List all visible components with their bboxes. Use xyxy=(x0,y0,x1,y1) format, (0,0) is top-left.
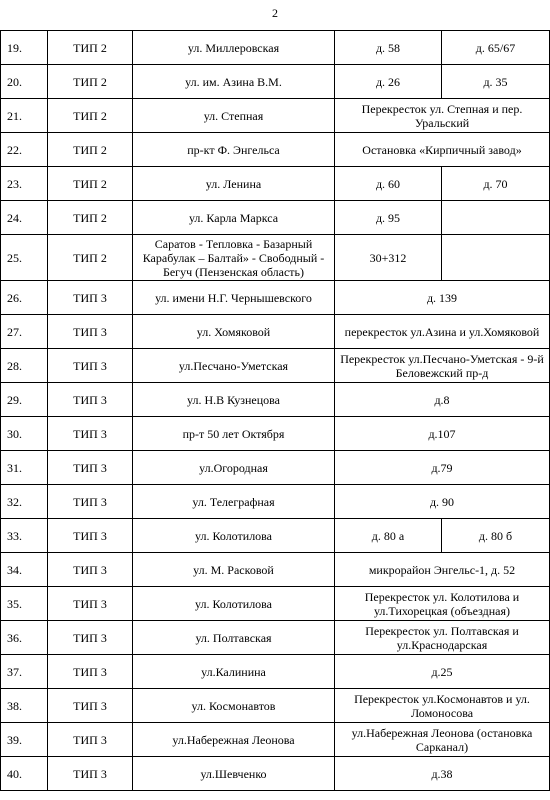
type-cell: ТИП 3 xyxy=(48,315,133,349)
street-cell: ул. Н.В Кузнецова xyxy=(133,383,335,417)
location-cell: Перекресток ул.Космонавтов и ул. Ломоносова xyxy=(335,689,550,723)
row-number-cell: 31. xyxy=(1,451,48,485)
house-cell-a: д. 80 а xyxy=(335,519,442,553)
location-cell: д. 139 xyxy=(335,281,550,315)
street-cell: ул. М. Расковой xyxy=(133,553,335,587)
row-number-cell: 32. xyxy=(1,485,48,519)
house-cell-b: д. 35 xyxy=(442,65,550,99)
house-cell-a: д. 60 xyxy=(335,167,442,201)
street-cell: ул. Телеграфная xyxy=(133,485,335,519)
street-cell: пр-кт Ф. Энгельса xyxy=(133,133,335,167)
row-number-cell: 40. xyxy=(1,757,48,791)
house-cell-b: д. 65/67 xyxy=(442,31,550,65)
table-row xyxy=(1,485,550,519)
street-cell: ул. Колотилова xyxy=(133,519,335,553)
location-cell: микрорайон Энгельс-1, д. 52 xyxy=(335,553,550,587)
type-cell: ТИП 2 xyxy=(48,99,133,133)
location-cell: Остановка «Кирпичный завод» xyxy=(335,133,550,167)
location-cell: Перекресток ул. Колотилова и ул.Тихорецкая (объездная) xyxy=(335,587,550,621)
row-number-cell: 38. xyxy=(1,689,48,723)
table-row xyxy=(1,281,550,315)
location-cell: Перекресток ул. Степная и пер. Уральский xyxy=(335,99,550,133)
type-cell: ТИП 3 xyxy=(48,757,133,791)
type-cell: ТИП 3 xyxy=(48,485,133,519)
table-row xyxy=(1,553,550,587)
table-row xyxy=(1,655,550,689)
type-cell: ТИП 2 xyxy=(48,65,133,99)
table-row xyxy=(1,65,550,99)
location-cell: Перекресток ул.Песчано-Уметская - 9-й Беловежский пр-д xyxy=(335,349,550,383)
table-row xyxy=(1,99,550,133)
table-row xyxy=(1,31,550,65)
house-cell-b xyxy=(442,201,550,235)
table-row xyxy=(1,235,550,281)
page-number: 2 xyxy=(272,6,278,20)
location-cell: д.8 xyxy=(335,383,550,417)
house-cell-b: д. 70 xyxy=(442,167,550,201)
row-number-cell: 25. xyxy=(1,235,48,281)
row-number-cell: 20. xyxy=(1,65,48,99)
house-cell-a: д. 58 xyxy=(335,31,442,65)
street-cell: ул. им. Азина В.М. xyxy=(133,65,335,99)
type-cell: ТИП 3 xyxy=(48,451,133,485)
table-row xyxy=(1,723,550,757)
row-number-cell: 27. xyxy=(1,315,48,349)
table-row xyxy=(1,757,550,791)
street-cell: Саратов - Тепловка - Базарный Карабулак – Балтай» - Свободный - Бегуч (Пензенская область) xyxy=(133,235,335,281)
type-cell: ТИП 3 xyxy=(48,553,133,587)
row-number-cell: 39. xyxy=(1,723,48,757)
street-cell: ул.Калинина xyxy=(133,655,335,689)
row-number-cell: 26. xyxy=(1,281,48,315)
type-cell: ТИП 3 xyxy=(48,655,133,689)
street-cell: ул. Хомяковой xyxy=(133,315,335,349)
row-number-cell: 29. xyxy=(1,383,48,417)
table-row xyxy=(1,621,550,655)
row-number-cell: 22. xyxy=(1,133,48,167)
type-cell: ТИП 3 xyxy=(48,587,133,621)
table-row xyxy=(1,689,550,723)
street-cell: пр-т 50 лет Октября xyxy=(133,417,335,451)
type-cell: ТИП 3 xyxy=(48,723,133,757)
row-number-cell: 35. xyxy=(1,587,48,621)
house-cell-b: д. 80 б xyxy=(442,519,550,553)
table-row xyxy=(1,383,550,417)
table-row xyxy=(1,451,550,485)
type-cell: ТИП 2 xyxy=(48,235,133,281)
row-number-cell: 28. xyxy=(1,349,48,383)
street-cell: ул. Миллеровская xyxy=(133,31,335,65)
street-cell: ул. имени Н.Г. Чернышевского xyxy=(133,281,335,315)
street-cell: ул.Огородная xyxy=(133,451,335,485)
location-cell: д.79 xyxy=(335,451,550,485)
table-row xyxy=(1,201,550,235)
street-cell: ул. Космонавтов xyxy=(133,689,335,723)
type-cell: ТИП 3 xyxy=(48,689,133,723)
table-row xyxy=(1,315,550,349)
street-cell: ул.Шевченко xyxy=(133,757,335,791)
location-cell: д.38 xyxy=(335,757,550,791)
table-row xyxy=(1,587,550,621)
street-cell: ул. Полтавская xyxy=(133,621,335,655)
street-cell: ул. Колотилова xyxy=(133,587,335,621)
row-number-cell: 21. xyxy=(1,99,48,133)
street-cell: ул.Набережная Леонова xyxy=(133,723,335,757)
house-cell-b xyxy=(442,235,550,281)
type-cell: ТИП 2 xyxy=(48,31,133,65)
location-cell: д.25 xyxy=(335,655,550,689)
type-cell: ТИП 3 xyxy=(48,383,133,417)
location-cell: д.107 xyxy=(335,417,550,451)
type-cell: ТИП 2 xyxy=(48,201,133,235)
type-cell: ТИП 3 xyxy=(48,519,133,553)
row-number-cell: 36. xyxy=(1,621,48,655)
row-number-cell: 33. xyxy=(1,519,48,553)
table-row xyxy=(1,519,550,553)
type-cell: ТИП 3 xyxy=(48,349,133,383)
street-cell: ул. Карла Маркса xyxy=(133,201,335,235)
location-cell: Перекресток ул. Полтавская и ул.Краснодарская xyxy=(335,621,550,655)
row-number-cell: 34. xyxy=(1,553,48,587)
type-cell: ТИП 3 xyxy=(48,281,133,315)
house-cell-a: д. 95 xyxy=(335,201,442,235)
street-cell: ул. Ленина xyxy=(133,167,335,201)
type-cell: ТИП 3 xyxy=(48,621,133,655)
house-cell-a: 30+312 xyxy=(335,235,442,281)
location-cell: перекресток ул.Азина и ул.Хомяковой xyxy=(335,315,550,349)
row-number-cell: 30. xyxy=(1,417,48,451)
row-number-cell: 37. xyxy=(1,655,48,689)
table-row xyxy=(1,349,550,383)
locations-table xyxy=(0,30,550,791)
type-cell: ТИП 3 xyxy=(48,417,133,451)
table-row xyxy=(1,133,550,167)
row-number-cell: 19. xyxy=(1,31,48,65)
type-cell: ТИП 2 xyxy=(48,133,133,167)
table-row xyxy=(1,167,550,201)
street-cell: ул.Песчано-Уметская xyxy=(133,349,335,383)
location-cell: ул.Набережная Леонова (остановка Сарканал) xyxy=(335,723,550,757)
street-cell: ул. Степная xyxy=(133,99,335,133)
location-cell: д. 90 xyxy=(335,485,550,519)
table-row xyxy=(1,417,550,451)
row-number-cell: 24. xyxy=(1,201,48,235)
row-number-cell: 23. xyxy=(1,167,48,201)
type-cell: ТИП 2 xyxy=(48,167,133,201)
house-cell-a: д. 26 xyxy=(335,65,442,99)
